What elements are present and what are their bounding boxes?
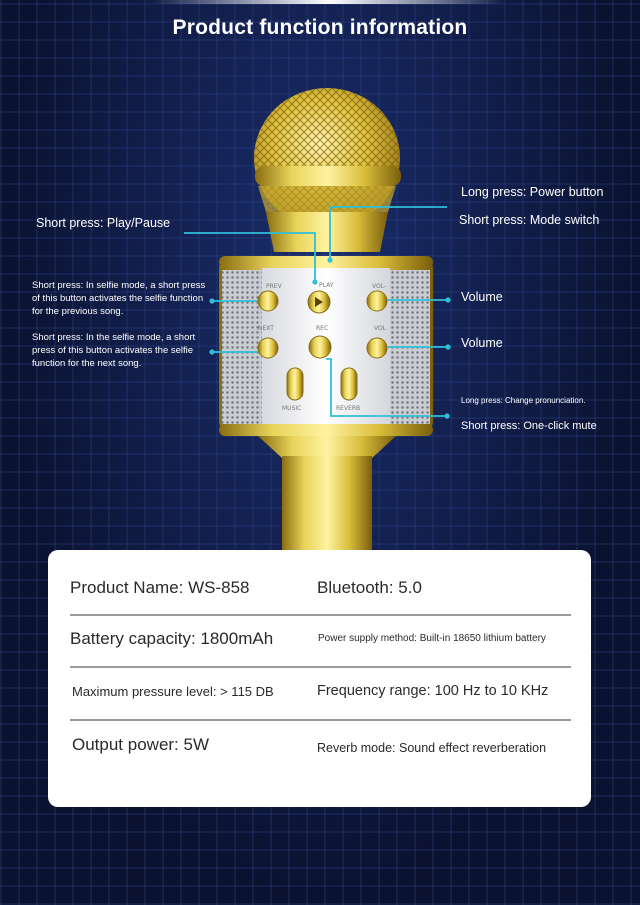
spec-frequency: Frequency range: 100 Hz to 10 KHz [317, 683, 549, 699]
vol-minus-button [367, 291, 387, 311]
prev-button-label: PREV [266, 283, 282, 290]
callout-label-power: Long press: Power button [461, 185, 604, 199]
spec-max-pressure: Maximum pressure level: > 115 DB [72, 684, 274, 699]
rec-button [309, 336, 331, 358]
spec-reverb-mode: Reverb mode: Sound effect reverberation [317, 741, 547, 755]
vol-plus-label: VOL [374, 325, 387, 332]
vol-minus-label: VOL- [372, 283, 387, 290]
callout-label-volume-plus: Volume [461, 336, 503, 350]
reverb-switch-label: REVERB [336, 405, 361, 412]
callout-label-pronunciation: Long press: Change pronunciation. [461, 396, 586, 405]
prev-button [258, 291, 278, 311]
spec-divider-2 [70, 666, 571, 668]
next-button [258, 338, 278, 358]
spec-divider-1 [70, 614, 571, 616]
spec-battery: Battery capacity: 1800mAh [70, 629, 274, 648]
reverb-switch [341, 368, 357, 400]
vol-plus-button [367, 338, 387, 358]
callout-label-selfie-next: Short press: In the selfie mode, a short press of this button activates the selfie function for the next song. [32, 332, 196, 369]
callout-label-volume-minus: Volume [461, 290, 503, 304]
callout-label-mode-switch: Short press: Mode switch [459, 213, 600, 227]
play-button-label: PLAY [319, 282, 334, 289]
callout-label-play-pause: Short press: Play/Pause [36, 216, 171, 230]
mic-head [254, 88, 401, 252]
page-title: Product function information [172, 16, 468, 39]
music-switch-label: MUSIC [282, 405, 302, 412]
mic-handle [258, 436, 396, 552]
spec-product-name: Product Name: WS-858 [70, 578, 250, 597]
spec-divider-3 [70, 719, 571, 721]
spec-bluetooth: Bluetooth: 5.0 [317, 578, 422, 597]
callout-label-mute: Short press: One-click mute [461, 420, 597, 432]
spec-card [48, 550, 591, 807]
callout-label-selfie-prev: Short press: In selfie mode, a short press of this button activates the selfie function for the previous song. [32, 280, 206, 317]
spec-output-power: Output power: 5W [72, 735, 210, 754]
spec-power-supply: Power supply method: Built-in 18650 lithium battery [318, 633, 546, 644]
rec-button-label: REC [316, 325, 329, 332]
next-button-label: NEXT [258, 325, 274, 332]
music-switch [287, 368, 303, 400]
